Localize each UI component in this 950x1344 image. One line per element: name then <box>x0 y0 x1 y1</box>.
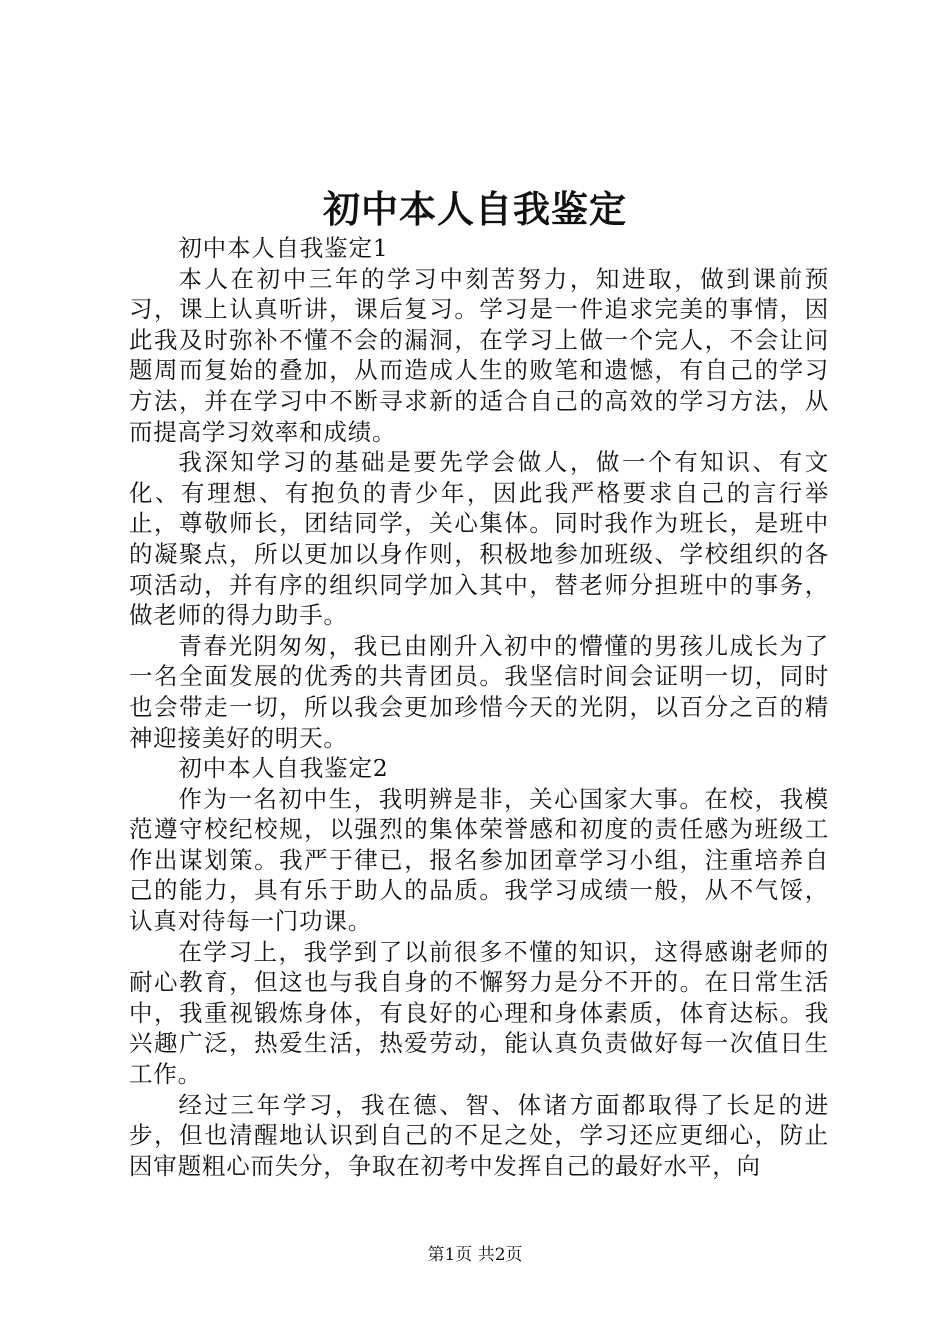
paragraph-4: 作为一名初中生，我明辨是非，关心国家大事。在校，我模范遵守校纪校规，以强烈的集体荣誉感和初度的责任感为班级工作出谋划策。我严于律已，报名参加团章学习小组，注重培养自己的能力，具有乐于助人的品质。我学习成绩一般，从不气馁，认真对待每一门功课。 <box>129 784 829 936</box>
section-heading-2: 初中本人自我鉴定2 <box>178 754 389 783</box>
paragraph-3: 青春光阴匆匆，我已由刚升入初中的懵懂的男孩儿成长为了一名全面发展的优秀的共青团员。我坚信时间会证明一切，同时也会带走一切，所以我会更加珍惜今天的光阴，以百分之百的精神迎接美好的明天。 <box>129 631 829 752</box>
paragraph-1: 本人在初中三年的学习中刻苦努力，知进取，做到课前预习，课上认真听讲，课后复习。学习是一件追求完美的事情，因此我及时弥补不懂不会的漏洞，在学习上做一个完人，不会让问题周而复始的叠加，从而造成人生的败笔和遗憾，有自己的学习方法，并在学习中不断寻求新的适合自己的高效的学习方法，从而提高学习效率和成绩。 <box>129 264 829 446</box>
paragraph-2: 我深知学习的基础是要先学会做人，做一个有知识、有文化、有理想、有抱负的青少年，因此我严格要求自己的言行举止，尊敬师长，团结同学，关心集体。同时我作为班长，是班中的凝聚点，所以更加以身作则，积极地参加班级、学校组织的各项活动，并有序的组织同学加入其中，替老师分担班中的事务，做老师的得力助手。 <box>129 448 829 630</box>
page-footer: 第1页 共2页 <box>427 1245 523 1265</box>
paragraph-6: 经过三年学习，我在德、智、体诸方面都取得了长足的进步，但也清醒地认识到自己的不足之处，学习还应更细心，防止因审题粗心而失分，争取在初考中发挥自己的最好水平，向 <box>129 1090 829 1180</box>
paragraph-5: 在学习上，我学到了以前很多不懂的知识，这得感谢老师的耐心教育，但这也与我自身的不懈努力是分不开的。在日常生活中，我重视锻炼身体，有良好的心理和身体素质，体育达标。我兴趣广泛，热爱生活，热爱劳动，能认真负责做好每一次值日生工作。 <box>129 937 829 1089</box>
section-heading-1: 初中本人自我鉴定1 <box>178 234 389 262</box>
document-title: 初中本人自我鉴定 <box>323 187 627 231</box>
document-body <box>129 233 829 1181</box>
